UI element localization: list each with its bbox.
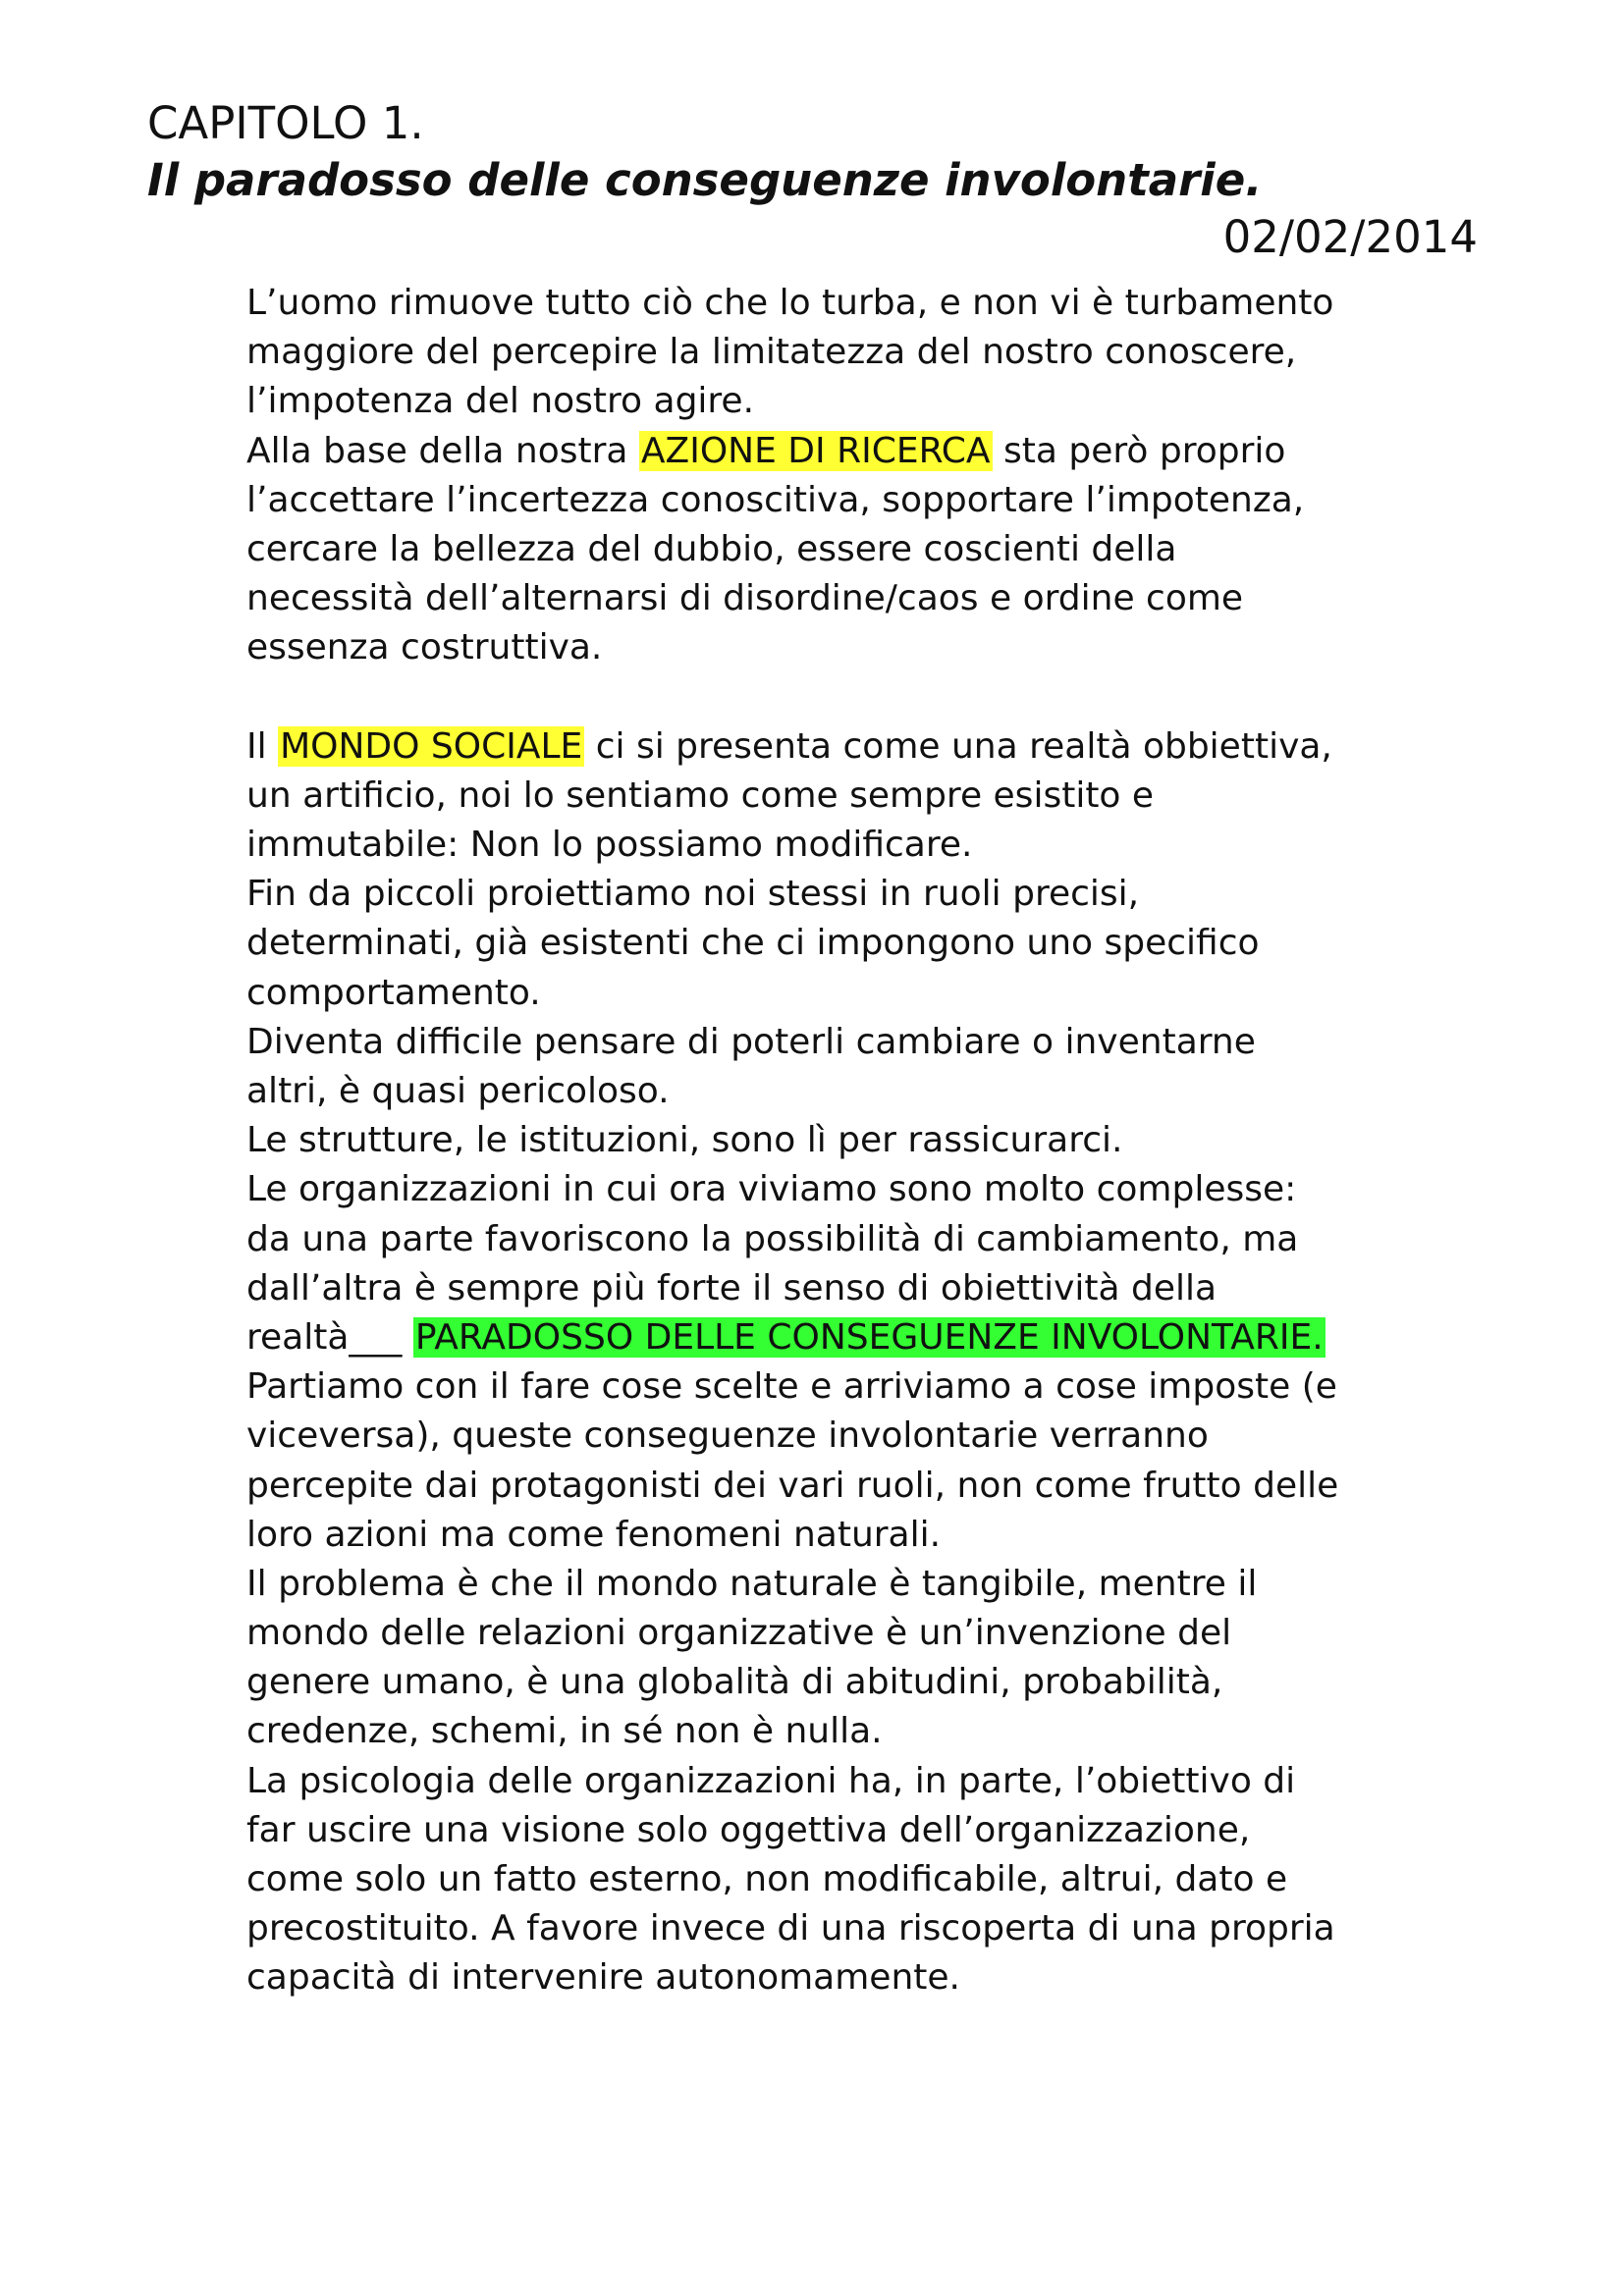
text-line: da una parte favoriscono la possibilità di cambiamento, ma (246, 1218, 1299, 1259)
text-line: determinati, già esistenti che ci impongono uno specifico (246, 923, 1260, 964)
paragraph-1 (246, 279, 1484, 673)
highlight-paradosso: PARADOSSO DELLE CONSEGUENZE INVOLONTARIE. (414, 1316, 1324, 1358)
text-line: far uscire una visione solo oggettiva dell’organizzazione, (246, 1809, 1251, 1850)
highlight-azione-di-ricerca: AZIONE DI RICERCA (640, 430, 991, 471)
text-line: Il problema è che il mondo naturale è tangibile, mentre il (246, 1563, 1258, 1604)
text-line: altri, è quasi pericoloso. (246, 1071, 670, 1111)
chapter-subtitle: Il paradosso delle conseguenze involontarie. (147, 154, 1263, 206)
text-line: cercare la bellezza del dubbio, essere coscienti della (246, 528, 1177, 569)
text-line: Fin da piccoli proiettiamo noi stessi in ruoli precisi, (246, 874, 1140, 915)
text-line: precostituito. A favore invece di una riscoperta di una propria (246, 1908, 1335, 1949)
text-line: l’impotenza del nostro agire. (246, 381, 755, 422)
text-line: percepite dai protagonisti dei vari ruoli, non come frutto delle (246, 1465, 1339, 1506)
text-line: Diventa difficile pensare di poterli cambiare o inventarne (246, 1021, 1256, 1062)
chapter-title: CAPITOLO 1. (147, 97, 424, 149)
text-line: viceversa), queste conseguenze involontarie verranno (246, 1415, 1209, 1457)
text-line: Partiamo con il fare cose scelte e arriviamo a cose imposte (e (246, 1366, 1337, 1408)
text-line: capacità di intervenire autonomamente. (246, 1957, 960, 1999)
text-line: immutabile: Non lo possiamo modificare. (246, 825, 973, 866)
text-segment: realtà___ (246, 1316, 413, 1358)
text-segment: ci si presenta come una realtà obbiettiva, (584, 725, 1332, 767)
text-line: maggiore del percepire la limitatezza del nostro conoscere, (246, 332, 1297, 373)
text-line: mondo delle relazioni organizzative è un’invenzione del (246, 1613, 1232, 1654)
text-line (246, 1313, 1484, 1362)
text-line: essenza costruttiva. (246, 627, 603, 668)
text-line: La psicologia delle organizzazioni ha, in parte, l’obiettivo di (246, 1760, 1296, 1801)
highlight-mondo-sociale: MONDO SOCIALE (280, 725, 583, 767)
paragraph-gap (246, 673, 1484, 722)
text-line: l’accettare l’incertezza conoscitiva, sopportare l’impotenza, (246, 479, 1305, 520)
text-segment: Alla base della nostra (246, 430, 639, 471)
text-line (246, 427, 1484, 476)
text-line: L’uomo rimuove tutto ciò che lo turba, e non vi è turbamento (246, 283, 1334, 323)
text-line: genere umano, è una globalità di abitudini, probabilità, (246, 1662, 1223, 1703)
document-date: 02/02/2014 (1222, 211, 1478, 263)
text-line: credenze, schemi, in sé non è nulla. (246, 1711, 883, 1752)
text-line: Le organizzazioni in cui ora viviamo sono molto complesse: (246, 1169, 1297, 1210)
text-line: comportamento. (246, 972, 541, 1013)
text-line: loro azioni ma come fenomeni naturali. (246, 1514, 942, 1555)
text-line (246, 722, 1484, 772)
paragraph-2 (246, 722, 1484, 2003)
text-line: necessità dell’alternarsi di disordine/caos e ordine come (246, 578, 1244, 619)
text-line: Le strutture, le istituzioni, sono lì per rassicurarci. (246, 1120, 1123, 1161)
text-segment: Il (246, 725, 279, 767)
text-line: un artificio, noi lo sentiamo come sempre esistito e (246, 774, 1155, 816)
text-line: dall’altra è sempre più forte il senso di obiettività della (246, 1267, 1217, 1308)
text-line: come solo un fatto esterno, non modificabile, altrui, dato e (246, 1859, 1288, 1899)
body-text (246, 279, 1484, 2003)
text-segment: sta però proprio (992, 430, 1286, 471)
